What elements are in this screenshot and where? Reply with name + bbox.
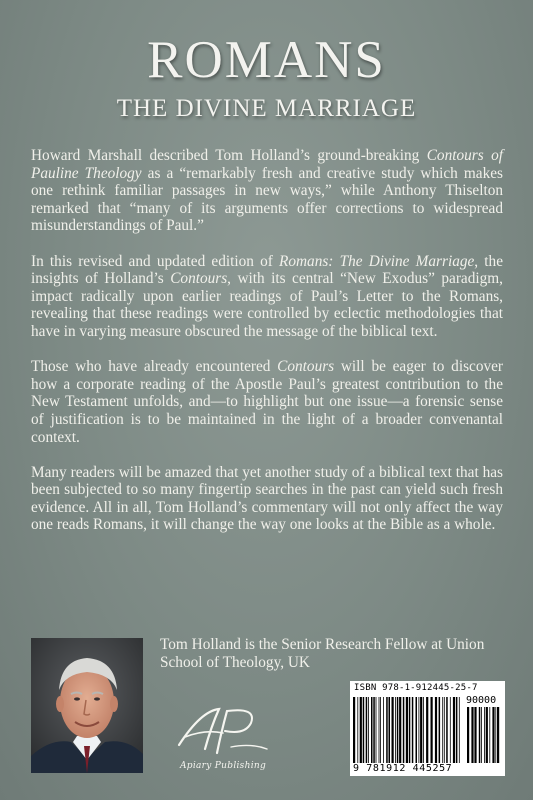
isbn-barcode (350, 681, 505, 776)
text-run: Those who have already encountered (31, 358, 278, 376)
apiary-logo-icon (171, 703, 275, 759)
blurb-paragraph-2 (31, 253, 503, 341)
publisher-name: Apiary Publishing (179, 761, 267, 771)
author-photo (31, 638, 143, 773)
book-subtitle: THE DIVINE MARRIAGE (116, 95, 417, 122)
book-title: ROMANS (147, 31, 386, 89)
text-run: In this revised and updated edition of (31, 252, 280, 270)
isbn-number: ISBN 978-1-912445-25-7 (354, 683, 478, 693)
barcode-addon-digits: 90000 (466, 695, 497, 706)
book-reference: Contours (170, 270, 228, 288)
text-run: as a “remarkably fresh and creative study which makes one rethink familiar passages in new ways,” while Anthony Thiselton remarked that “many of its arguments offer corrections to widespread misunderstandings of Paul.” (31, 164, 503, 235)
blurb-text (31, 147, 503, 552)
blurb-paragraph-4: Many readers will be amazed that yet another study of a biblical text that has been subjected to so many fingertip searches in the past can yield such fresh evidence. All in all, Tom Holland’s commentary will not only affect the way one reads Romans, it will change the way one looks at the Bible as a whole. (31, 463, 503, 534)
barcode-ean-digits: 9 781912 445257 (353, 763, 453, 774)
book-reference: Contours (277, 358, 335, 376)
blurb-paragraph-3 (31, 358, 503, 446)
author-bio: Tom Holland is the Senior Research Fellow at Union School of Theology, UK (160, 636, 485, 671)
book-reference: Contours of Pauline Theology (31, 147, 503, 182)
portrait-image (31, 638, 143, 773)
text-run: will be eager to discover how a corporate reading of the Apostle Paul’s greatest contribution to the New Testament unfolds, and—to highlight but one issue—a forensic sense of justification is to be maintained in the light of a broader convenantal context. (31, 358, 503, 446)
text-run: , the insights of Holland’s (31, 252, 503, 288)
book-reference: Romans: The Divine Marriage (279, 252, 475, 270)
text-run: , with its central “New Exodus” paradigm, impact radically upon earlier readings of Paul’s Letter to the Romans, revealing that these readings were controlled by eclectic methodologies that have in varying measure obscured the message of the biblical text. (31, 270, 503, 340)
barcode-bars (353, 697, 460, 763)
blurb-paragraph-1 (31, 147, 503, 235)
publisher-logo (171, 703, 275, 775)
barcode-addon-bars (467, 707, 501, 763)
text-run: Howard Marshall described Tom Holland’s ground-breaking (31, 147, 427, 164)
